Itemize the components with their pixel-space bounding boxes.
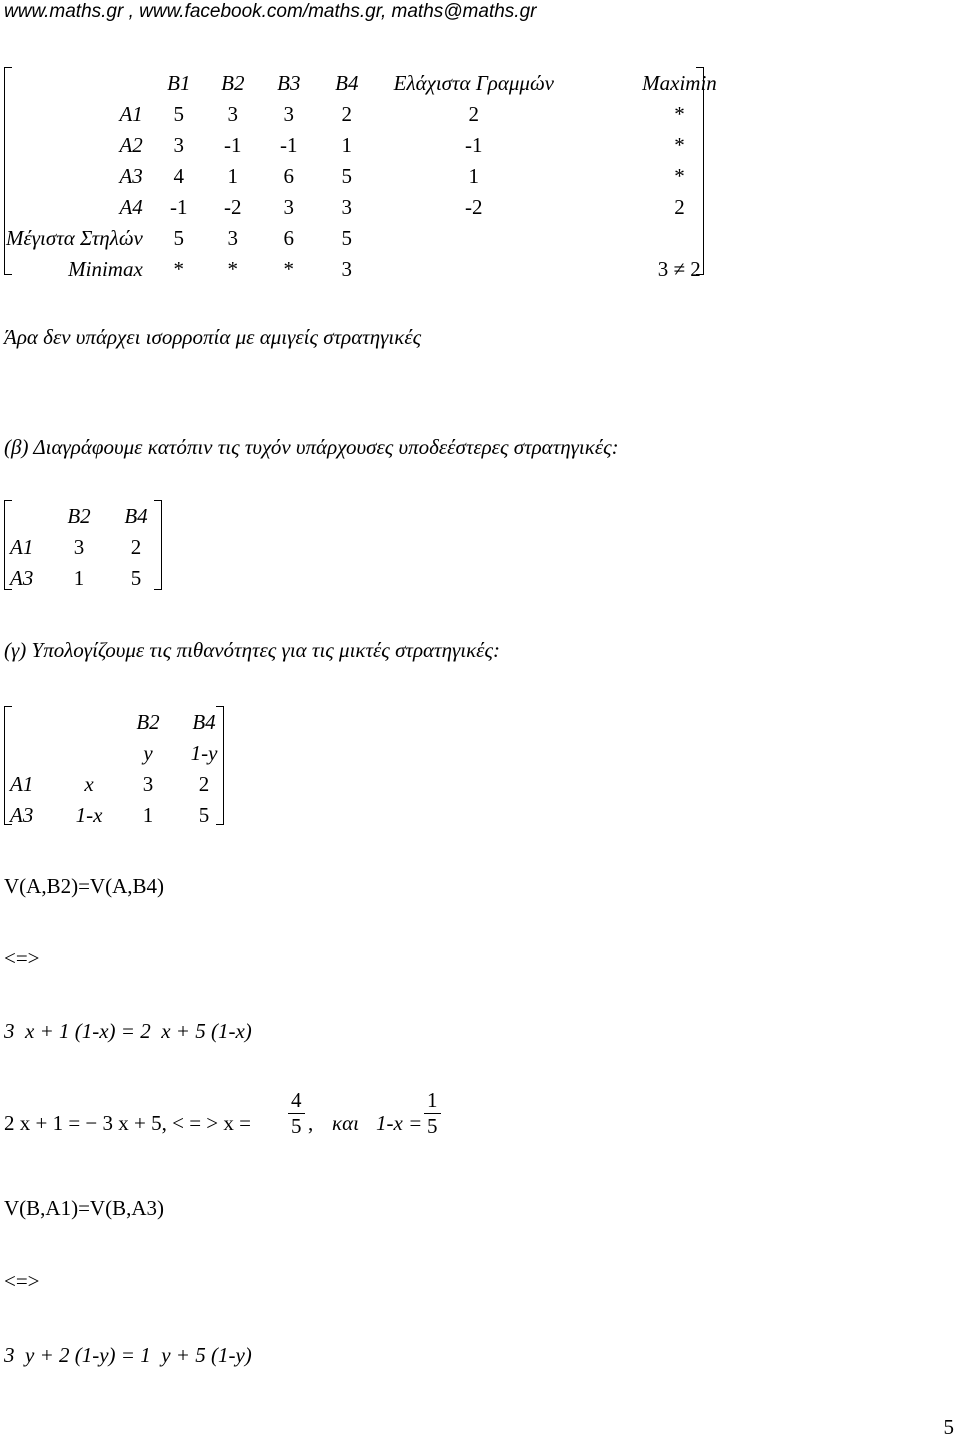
no-equilibrium-text: Άρα δεν υπάρχει ισορροπία με αμιγείς στρατηγικές — [4, 325, 422, 349]
matrix-1-cell: 4 — [173, 164, 185, 188]
matrix-1-row — [6, 161, 721, 192]
matrix-1-cell: * — [283, 257, 295, 281]
matrix-1-cell: 3 — [341, 195, 353, 219]
matrix-1-cell: 5 — [341, 226, 353, 250]
matrix-1-cell: -1 — [465, 133, 483, 157]
matrix-1-col-header: B2 — [221, 71, 245, 95]
matrix-2-corner — [10, 501, 48, 532]
matrix-1-cell: * — [173, 257, 185, 281]
matrix-1-row-label: A3 — [119, 164, 143, 188]
matrix-1-cell: * — [227, 257, 239, 281]
matrix-3-row-prob: x — [84, 772, 94, 796]
matrix-1-row-label: A2 — [119, 133, 143, 157]
matrix-2-col-header: B2 — [67, 504, 91, 528]
matrix-1-cell: 3 — [227, 102, 239, 126]
matrix-1-row-label: Μέγιστα Στηλών — [6, 226, 143, 250]
matrix-1-cell: -1 — [170, 195, 188, 219]
matrix-3-row — [10, 800, 232, 831]
fraction-one-minus-x-denominator: 5 — [427, 1114, 438, 1138]
fraction-one-minus-x — [424, 1090, 441, 1137]
matrix-3-col-header: B4 — [192, 710, 216, 734]
matrix-3-row-label: A3 — [10, 803, 34, 827]
comma: , — [308, 1111, 314, 1135]
matrix-3-table — [10, 707, 232, 831]
matrix-1-col-header: B3 — [277, 71, 301, 95]
kai-word: και — [332, 1111, 359, 1135]
matrix-1-cell — [377, 223, 571, 254]
matrix-1-cell: -2 — [224, 195, 242, 219]
matrix-1-cell: * — [674, 102, 685, 126]
equation-b: 3 y + 2 (1-y) = 1 y + 5 (1-y) — [4, 1343, 252, 1367]
matrix-3-corner — [10, 738, 58, 769]
matrix-3-col-header: B2 — [136, 710, 160, 734]
matrix-1-col-header: Ελάχιστα Γραμμών — [393, 71, 554, 95]
matrix-1-cell — [377, 254, 571, 285]
matrix-1-cell: -2 — [465, 195, 483, 219]
matrix-3-cell: 2 — [198, 772, 210, 796]
matrix-1-cell: -1 — [224, 133, 242, 157]
matrix-1-cell: 1 — [227, 164, 239, 188]
matrix-1-row-label: A4 — [119, 195, 143, 219]
matrix-3-corner — [58, 707, 120, 738]
page-number: 5 — [943, 1415, 954, 1439]
header-contact-line: www.maths.gr , www.facebook.com/maths.gr, maths@maths.gr — [4, 1, 537, 22]
matrix-1-row — [6, 223, 721, 254]
matrix-1-row — [6, 192, 721, 223]
matrix-1-cell: 5 — [173, 226, 185, 250]
matrix-3-row-label: A1 — [10, 772, 34, 796]
matrix-3-header-row — [10, 707, 232, 738]
equivalence-symbol: <=> — [4, 1269, 40, 1293]
matrix-3-row — [10, 769, 232, 800]
matrix-1-row — [6, 130, 721, 161]
matrix-1-row — [6, 99, 721, 130]
part-c-text: (γ) Υπολογίζουμε τις πιθανότητες για τις μικτές στρατηγικές: — [4, 638, 500, 662]
matrix-2-row — [10, 532, 162, 563]
matrix-1-row — [6, 254, 721, 285]
matrix-1-table — [6, 68, 721, 285]
matrix-3-cell: 3 — [142, 772, 154, 796]
matrix-3-corner — [58, 738, 120, 769]
matrix-1-cell: 5 — [341, 164, 353, 188]
equation-a: 3 x + 1 (1-x) = 2 x + 5 (1-x) — [4, 1019, 252, 1043]
matrix-1-cell: 2 — [674, 195, 685, 219]
equation-v-b: V(B,A1)=V(B,A3) — [4, 1196, 164, 1220]
one-minus-x-label: 1-x = — [376, 1111, 423, 1135]
matrix-2-cell: 3 — [73, 535, 85, 559]
matrix-1-cell: 6 — [283, 226, 295, 250]
matrix-2-cell: 5 — [130, 566, 142, 590]
matrix-3-cell: 5 — [198, 803, 210, 827]
fraction-x-denominator: 5 — [291, 1114, 302, 1138]
matrix-1-cell: 3 — [341, 257, 353, 281]
matrix-2-row — [10, 563, 162, 594]
matrix-2-cell: 1 — [73, 566, 85, 590]
matrix-1-cell: 3 — [227, 226, 239, 250]
matrix-3-col-prob: y — [143, 741, 153, 765]
matrix-1-row-label: Minimax — [68, 257, 143, 281]
matrix-1-col-header: B4 — [335, 71, 359, 95]
matrix-1-cell: 3 — [283, 195, 295, 219]
matrix-1-cell: 5 — [173, 102, 185, 126]
matrix-1-cell: 6 — [283, 164, 295, 188]
equation-v-a: V(A,B2)=V(A,B4) — [4, 874, 164, 898]
matrix-1-cell — [571, 223, 721, 254]
matrix-1-col-header: B1 — [167, 71, 191, 95]
matrix-1-cell: 3 — [173, 133, 185, 157]
matrix-3-row-prob: 1-x — [75, 803, 103, 827]
fraction-one-minus-x-numerator: 1 — [427, 1088, 438, 1112]
matrix-2-header-row — [10, 501, 162, 532]
fraction-x — [288, 1090, 305, 1137]
matrix-3-prob-row — [10, 738, 232, 769]
matrix-1-corner — [6, 68, 153, 99]
matrix-1-cell: 3 ≠ 2 — [657, 257, 701, 281]
matrix-1-cell: 1 — [341, 133, 353, 157]
matrix-1-cell: 2 — [468, 102, 480, 126]
matrix-1-cell: * — [674, 133, 685, 157]
matrix-3-col-prob: 1-y — [190, 741, 218, 765]
matrix-2-cell: 2 — [130, 535, 142, 559]
matrix-2-table — [10, 501, 162, 594]
matrix-2-col-header: B4 — [124, 504, 148, 528]
matrix-1-cell: 1 — [468, 164, 480, 188]
matrix-3-corner — [10, 707, 58, 738]
matrix-1-cell: -1 — [280, 133, 298, 157]
matrix-1-row-label: A1 — [119, 102, 143, 126]
part-b-text: (β) Διαγράφουμε κατόπιν τις τυχόν υπάρχουσες υποδεέστερες στρατηγικές: — [4, 435, 619, 459]
matrix-1-cell: 2 — [341, 102, 353, 126]
matrix-2-row-label: A1 — [10, 535, 34, 559]
matrix-1-cell: * — [674, 164, 685, 188]
matrix-1-header-row — [6, 68, 721, 99]
matrix-1-col-header: Maximin — [642, 71, 717, 95]
matrix-3-cell: 1 — [142, 803, 154, 827]
matrix-2-row-label: A3 — [10, 566, 34, 590]
equation-a-solution-left: 2 x + 1 = − 3 x + 5, < = > x = — [4, 1111, 251, 1135]
matrix-1-cell: 3 — [283, 102, 295, 126]
fraction-x-numerator: 4 — [291, 1088, 302, 1112]
equivalence-symbol: <=> — [4, 946, 40, 970]
